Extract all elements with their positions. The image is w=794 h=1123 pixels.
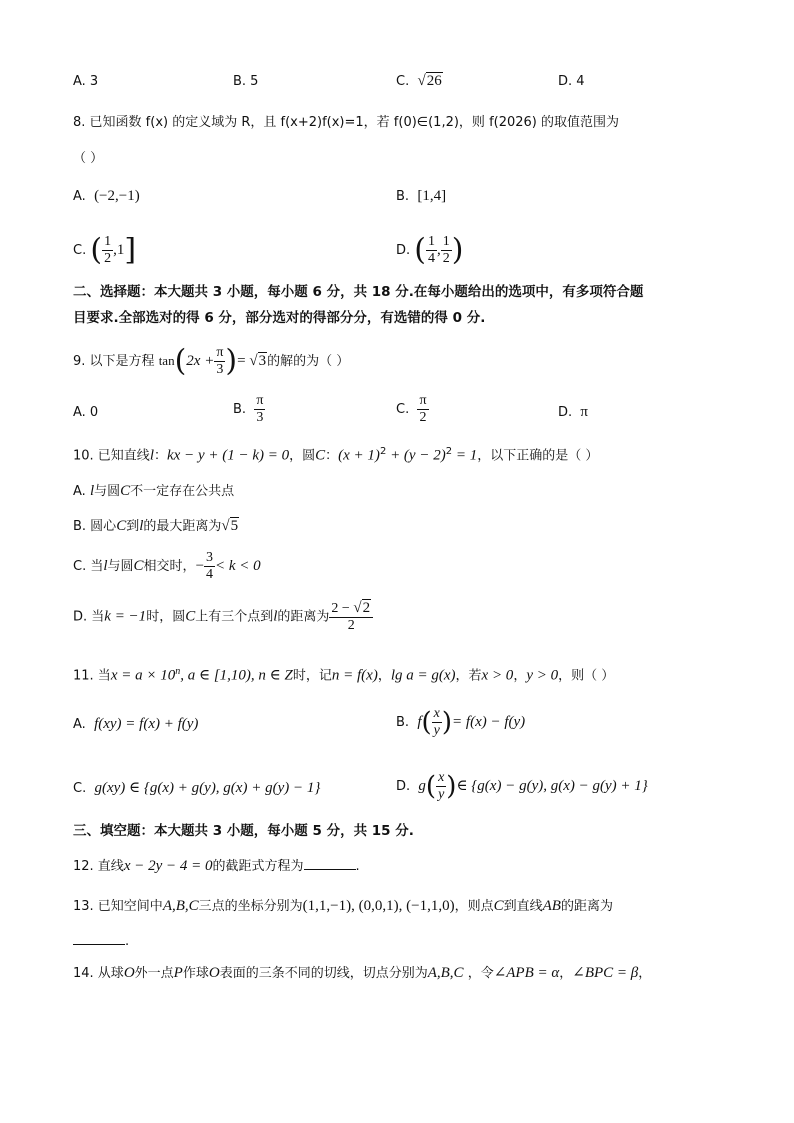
fraction: $\frac{\pi}{3}$ <box>216 345 224 377</box>
q8-option-b: B. [1,4] <box>396 188 447 204</box>
q10-option-a: A. l与圆C不一定存在公共点 <box>73 483 235 499</box>
fraction: $\frac{1}{4}$ <box>428 234 436 266</box>
fraction: $\frac{x}{y}$ <box>433 706 440 738</box>
q11-option-a: A. f(xy) = f(x) + f(y) <box>73 716 199 732</box>
q11-option-d: D. g( $\frac{x}{y}$ )∈ {g(x) − g(y), g(x) − g(y) + 1} <box>396 770 648 802</box>
q9-option-b: B. $\frac{\pi}{3}$ <box>233 393 264 425</box>
q8-stem: 8. 已知函数 f(x) 的定义域为 R，且 f(x+2)f(x)=1，若 f(0)∈(1,2)，则 f(2026) 的取值范围为 <box>73 115 620 130</box>
q9-option-d: D. π <box>558 404 588 420</box>
section-2-heading-line1: 二、选择题：本大题共 3 小题，每小题 6 分，共 18 分.在每小题给出的选项中，有多项符合题 <box>73 284 644 300</box>
q8-option-c: C. ( $\frac{1}{2}$ ,1] <box>73 232 137 268</box>
q8-answer-paren: （ ） <box>73 151 104 166</box>
answer-blank <box>73 930 125 945</box>
q10-stem: 10. 已知直线l：kx − y + (1 − k) = 0，圆C：$(x + 1)^2 + (y - 2)^2 = 1$，以下正确的是（ ） <box>73 446 599 464</box>
fraction: $\frac{1}{2}$ <box>104 234 112 266</box>
q10-option-c: C. 当l与圆C相交时，− $\frac{3}{4}$ < k < 0 <box>73 550 261 582</box>
fraction: $\frac{2 - √2}{2}$ <box>329 600 373 634</box>
q13-answer-line: . <box>73 930 129 952</box>
section-2-heading-line2: 目要求.全部选对的得 6 分，部分选对的得部分分，有选错的得 0 分. <box>73 310 486 326</box>
q9-option-c: C. $\frac{\pi}{2}$ <box>396 393 427 425</box>
answer-blank <box>304 855 356 870</box>
q10-option-d: D. 当k = −1时，圆C上有三个点到l的距离为 $\frac{2 - √2}{2}$ <box>73 600 373 634</box>
q9-option-a: A. 0 <box>73 405 99 420</box>
q7-option-d: D. 4 <box>558 74 585 89</box>
section-3-heading: 三、填空题：本大题共 3 小题，每小题 5 分，共 15 分. <box>73 823 414 839</box>
fraction: $\frac{\pi}{3}$ <box>256 393 264 425</box>
q11-stem: 11. 当$x = a \times 10^n$, a ∈ [1,10), n ∈ Z时，记n = f(x)，lg a = g(x)，若x > 0，y > 0，则（ ） <box>73 666 615 684</box>
q8-option-a: A. (−2,−1) <box>73 188 140 204</box>
q11-option-c: C. g(xy) ∈ {g(x) + g(y), g(x) + g(y) − 1} <box>73 780 321 796</box>
q7-option-a: A. 3 <box>73 74 99 89</box>
q7-option-c: C. √26 <box>396 73 442 89</box>
q12-stem: 12. 直线x − 2y − 4 = 0的截距式方程为 . <box>73 855 360 877</box>
fraction: $\frac{x}{y}$ <box>438 770 445 802</box>
sqrt-symbol: √26 <box>417 73 442 89</box>
q10-option-b: B. 圆心C到l的最大距离为√5 <box>73 518 239 534</box>
q11-option-b: B. f( $\frac{x}{y}$ )= f(x) − f(y) <box>396 706 526 738</box>
fraction: $\frac{1}{2}$ <box>442 234 450 266</box>
fraction: $\frac{3}{4}$ <box>206 550 214 582</box>
fraction: $\frac{\pi}{2}$ <box>419 393 427 425</box>
q7-option-b: B. 5 <box>233 74 259 89</box>
q8-option-d: D. ( $\frac{1}{4}$ , $\frac{1}{2}$ ) <box>396 232 464 268</box>
q9-stem: 9. 以下是方程 tan(2x + $\frac{\pi}{3}$ )= √3的解的为（ ） <box>73 343 350 379</box>
q13-stem: 13. 已知空间中A,B,C三点的坐标分别为(1,1,−1), (0,0,1), (−1,1,0)，则点C到直线AB的距离为 <box>73 898 613 914</box>
q14-stem: 14. 从球O外一点P作球O表面的三条不同的切线，切点分别为A,B,C ，令∠APB = α，∠BPC = β， <box>73 965 652 981</box>
